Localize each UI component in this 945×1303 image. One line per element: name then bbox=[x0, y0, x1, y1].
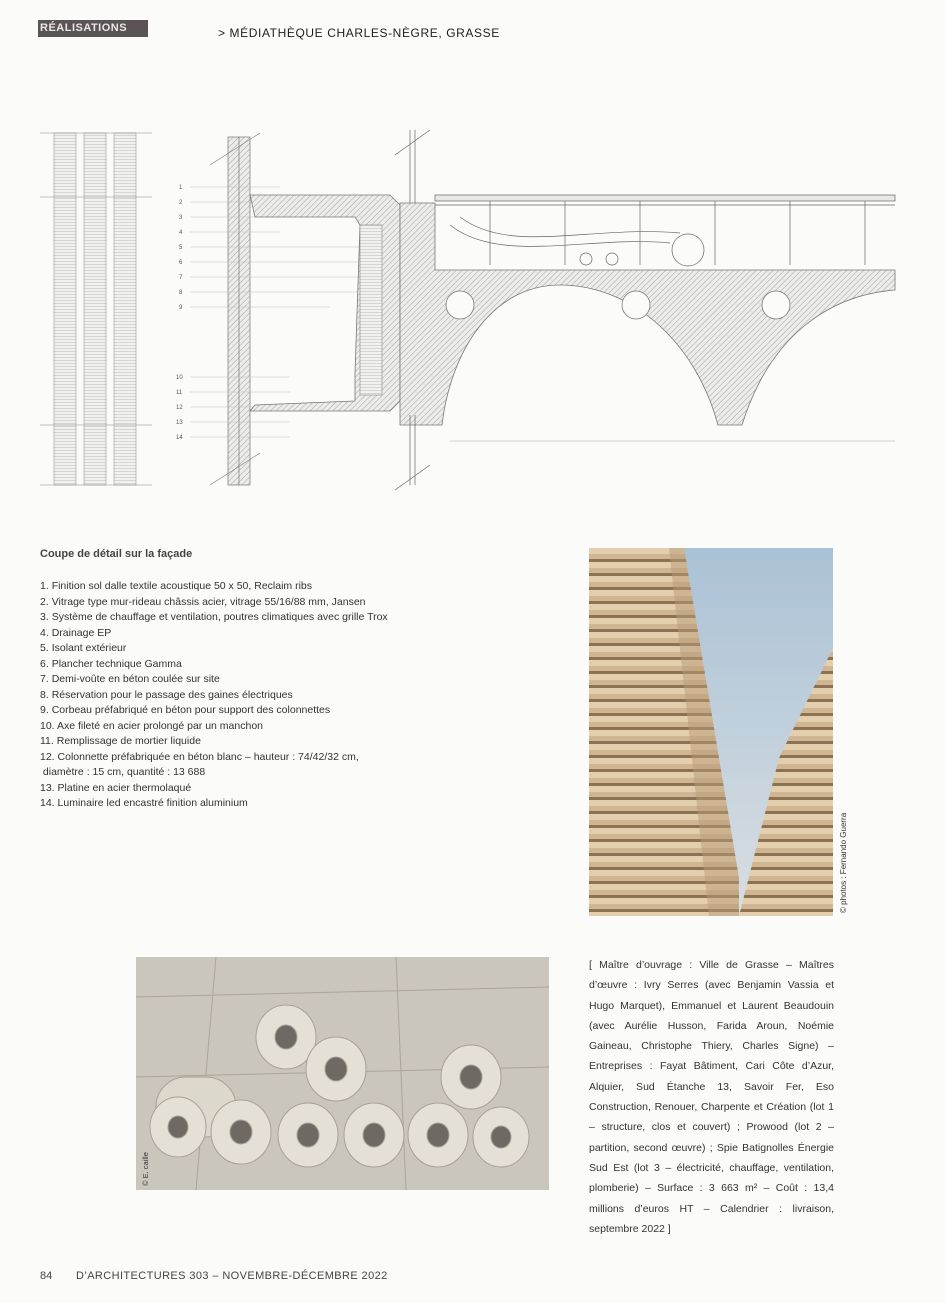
legend-item-number: 1. bbox=[40, 580, 49, 592]
legend-item-number: 8. bbox=[40, 688, 49, 701]
concrete-structure bbox=[250, 195, 895, 441]
legend-item-number: 6. bbox=[40, 657, 49, 670]
legend-item-term: Axe bbox=[56, 719, 76, 732]
legend-item-text: sol dalle textile acoustique 50 x 50, Reclaim ribs bbox=[85, 580, 312, 592]
legend-item-term: Finition bbox=[51, 580, 86, 592]
legend-item-number: 14. bbox=[40, 797, 55, 809]
legend-item-number: 13. bbox=[40, 781, 55, 794]
legend-item bbox=[40, 765, 420, 781]
legend-item-number: 3. bbox=[40, 611, 49, 623]
legend-item bbox=[40, 796, 420, 812]
legend-item-term: Corbeau bbox=[51, 704, 92, 716]
legend-item-text: type mur-rideau châssis acier, vitrage 55/16/88 mm, Jansen bbox=[84, 595, 366, 608]
legend-item-text: préfabriqué en béton pour support des colonnettes bbox=[91, 704, 331, 716]
page-number: 84 bbox=[40, 1270, 53, 1282]
colonnette-section bbox=[210, 133, 260, 485]
legend-item-term: Vitrage bbox=[51, 595, 85, 608]
callout-10: 10 bbox=[176, 375, 183, 381]
callout-2: 2 bbox=[179, 200, 183, 206]
facade-photo-credit: © photos : Fernando Guerra bbox=[839, 812, 848, 913]
callout-9: 9 bbox=[179, 305, 183, 311]
legend-item-number: 10. bbox=[40, 719, 55, 732]
legend-item bbox=[40, 703, 420, 719]
legend-item-number: 12. bbox=[40, 750, 55, 763]
legend-item-text: préfabriquée en béton blanc – hauteur : 74/42/32 cm, bbox=[108, 750, 359, 763]
callout-11: 11 bbox=[176, 390, 183, 396]
facade-photo bbox=[589, 548, 833, 916]
legend-item-text: de chauffage et ventilation, poutres climatiques avec grille Trox bbox=[92, 611, 388, 623]
legend-item-term: Luminaire bbox=[57, 797, 104, 809]
facade-section-drawing bbox=[30, 125, 900, 495]
legend-item bbox=[40, 750, 420, 766]
legend-item bbox=[40, 595, 420, 611]
legend-item-text: technique Gamma bbox=[93, 657, 182, 670]
legend-item-text: fileté en acier prolongé par un manchon bbox=[75, 719, 264, 732]
legend-item bbox=[40, 657, 420, 673]
legend-item-number: 2. bbox=[40, 595, 49, 608]
section-tag: RÉALISATIONS bbox=[38, 20, 148, 37]
legend-item-term: Isolant bbox=[51, 642, 83, 654]
legend-item-text: extérieur bbox=[82, 642, 127, 654]
legend-item-text: : 15 cm, quantité : 13 688 bbox=[83, 766, 206, 778]
callout-6: 6 bbox=[179, 260, 183, 266]
legend-item-term: Platine bbox=[57, 781, 90, 794]
legend-item-text: de mortier liquide bbox=[117, 735, 201, 747]
legend-item bbox=[40, 641, 420, 657]
colonnettes-photo-credit: © E. caille bbox=[141, 1152, 150, 1186]
legend-item-number: 11. bbox=[40, 735, 54, 747]
legend-item-term: Colonnette bbox=[57, 750, 109, 763]
legend-item bbox=[40, 672, 420, 688]
legend-title: Coupe de détail sur la façade bbox=[40, 548, 193, 560]
legend-item bbox=[40, 610, 420, 626]
footer-publication: D’ARCHITECTURES 303 – NOVEMBRE-DÉCEMBRE 2022 bbox=[76, 1270, 388, 1282]
legend-item-term: Réservation bbox=[51, 688, 108, 701]
legend-item-term: Demi-voûte bbox=[51, 673, 106, 685]
legend-item bbox=[40, 688, 420, 704]
legend-item-number: 7. bbox=[40, 673, 49, 685]
legend-item-number: 4. bbox=[40, 626, 49, 639]
legend-item-text: en béton coulée sur site bbox=[105, 673, 220, 685]
colonnette-elevation bbox=[40, 133, 152, 485]
callout-4: 4 bbox=[179, 230, 183, 236]
project-credits: [ Maître d’ouvrage : Ville de Grasse – Maîtres d’œuvre : Ivry Serres (avec Benjamin Vassia et Hugo Marquet), Emmanuel et Laurent Beaudouin (avec Aurélie Husson, Farida Aroun, Noémie Gaineau, Christophe Thiery, Charles Signe) – Entreprises : Fayat Bâtiment, Cari Côte d’Azur, Alquier, Sud Étanche 13, Savoir Fer, Eso Construction, Renouer, Charpente et Création (lot 1 – structure, clos et couvert) ; Prowood (lot 2 – partition, second œuvre) ; Spie Batignolles Énergie Sud Est (lot 3 – électricité, chauffage, ventilation, plomberie) – Surface : 3 663 m² – Coût : 13,4 millions d’euros HT – Calendrier : livraison, septembre 2022 ] bbox=[589, 959, 834, 1235]
legend-item-term: diamètre bbox=[42, 766, 84, 778]
callout-13: 13 bbox=[176, 420, 183, 426]
callout-5: 5 bbox=[179, 245, 183, 251]
callout-14: 14 bbox=[176, 435, 183, 441]
legend-item bbox=[40, 579, 420, 595]
legend-item-text: pour le passage des gaines électriques bbox=[107, 688, 293, 701]
legend-item-term: Plancher bbox=[51, 657, 94, 670]
legend-item-text: led encastré finition aluminium bbox=[103, 797, 248, 809]
callout-12: 12 bbox=[176, 405, 183, 411]
callout-1: 1 bbox=[179, 185, 183, 191]
legend-item-text: EP bbox=[94, 626, 112, 639]
article-title: > MÉDIATHÈQUE CHARLES-NÈGRE, GRASSE bbox=[218, 26, 500, 40]
legend-item-term: Drainage bbox=[51, 626, 95, 639]
callout-7: 7 bbox=[179, 275, 183, 281]
legend-list bbox=[40, 579, 420, 812]
legend-item bbox=[40, 781, 420, 797]
legend-item bbox=[40, 719, 420, 735]
callout-8: 8 bbox=[179, 290, 183, 296]
colonnettes-photo bbox=[136, 957, 549, 1190]
legend-item bbox=[40, 626, 420, 642]
legend-item-term: Remplissage bbox=[56, 735, 118, 747]
callout-3: 3 bbox=[179, 215, 183, 221]
legend-item-text: en acier thermolaqué bbox=[89, 781, 192, 794]
legend-item-number: 9. bbox=[40, 704, 49, 716]
legend-item-number: 5. bbox=[40, 642, 49, 654]
legend-item-term: Système bbox=[51, 611, 93, 623]
legend-item bbox=[40, 734, 420, 750]
